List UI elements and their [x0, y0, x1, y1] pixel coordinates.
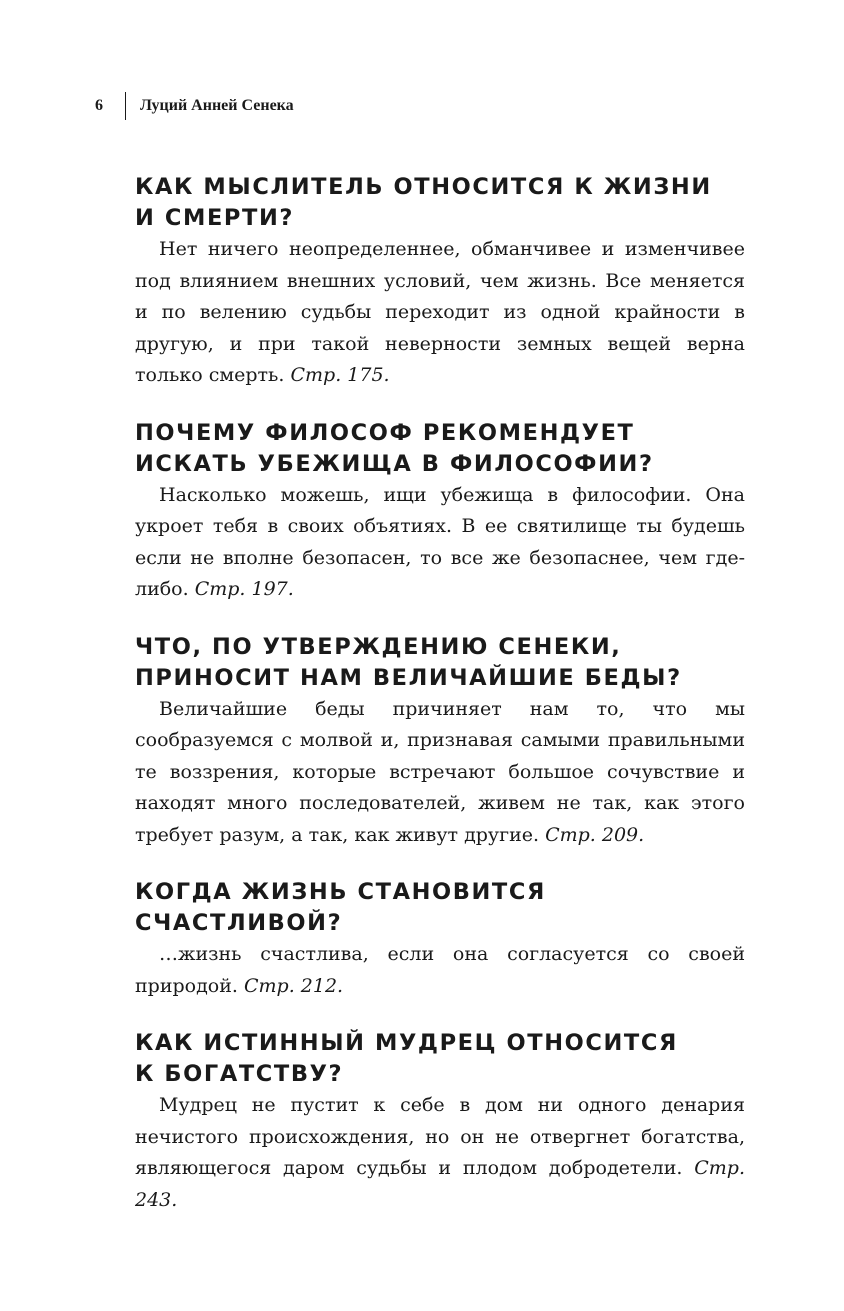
qa-section: [135, 632, 745, 852]
section-title-line: ИСКАТЬ УБЕЖИЩА В ФИЛОСОФИИ?: [135, 450, 654, 477]
section-title-line: К БОГАТСТВУ?: [135, 1061, 344, 1087]
qa-section: [135, 418, 745, 606]
running-title: Луций Анней Сенека: [140, 97, 294, 114]
body-text: …жизнь счастлива, если она согласуется со своей природой.: [135, 943, 745, 997]
section-title: [135, 632, 745, 694]
page-number: 6: [95, 97, 103, 114]
section-body: [135, 480, 745, 606]
section-body: [135, 694, 745, 852]
qa-section: [135, 1028, 745, 1216]
section-body: [135, 939, 745, 1002]
page-content: [135, 172, 745, 1242]
section-title-line: КАК ИСТИННЫЙ МУДРЕЦ ОТНОСИТСЯ: [135, 1030, 678, 1056]
section-title-line: ПРИНОСИТ НАМ ВЕЛИЧАЙШИЕ БЕДЫ?: [135, 664, 682, 691]
section-title: [135, 1028, 745, 1090]
section-title: [135, 418, 745, 480]
section-body: [135, 234, 745, 392]
qa-section: [135, 877, 745, 1002]
section-title-line: И СМЕРТИ?: [135, 205, 295, 231]
section-title-line: ПОЧЕМУ ФИЛОСОФ РЕКОМЕНДУЕТ: [135, 419, 635, 446]
section-title-line: ЧТО, ПО УТВЕРЖДЕНИЮ СЕНЕКИ,: [135, 633, 622, 660]
section-body: [135, 1090, 745, 1216]
section-title: [135, 877, 745, 939]
page-reference: Стр. 212.: [243, 974, 344, 997]
section-title-line: КАК МЫСЛИТЕЛЬ ОТНОСИТСЯ К ЖИЗНИ: [135, 174, 712, 200]
body-text: Насколько можешь, ищи убежища в философии. Она укроет тебя в своих объятиях. В ее святилище ты будешь если не вполне безопасен, то все же безопаснее, чем где-либо.: [135, 483, 745, 600]
body-text: Нет ничего неопределеннее, обманчивее и изменчивее под влиянием внешних условий, чем жизнь. Все меняется и по велению судьбы переходит из одной крайности в другую, и при такой неверности земных вещей верна только смерть.: [135, 238, 745, 386]
header-divider: [125, 92, 126, 120]
body-text: Величайшие беды причиняет нам то, что мы сообразуемся с молвой и, признавая самыми правильными те воззрения, которые встречают большое сочувствие и находят много последователей, живем не так, как этого требует разум, а так, как живут другие.: [135, 697, 745, 846]
running-head: [95, 92, 294, 120]
page-reference: Стр. 243.: [135, 1157, 746, 1211]
section-title-line: КОГДА ЖИЗНЬ СТАНОВИТСЯ: [135, 879, 546, 905]
body-text: Мудрец не пустит к себе в дом ни одного денария нечистого происхождения, но он не отвергнет богатства, являющегося даром судьбы и плодом добродетели.: [135, 1094, 745, 1179]
page-reference: Стр. 209.: [545, 823, 645, 846]
page-reference: Стр. 175.: [290, 364, 390, 386]
page-reference: Стр. 197.: [194, 578, 294, 600]
qa-section: [135, 172, 745, 392]
section-title: [135, 172, 745, 234]
section-title-line: СЧАСТЛИВОЙ?: [135, 910, 343, 936]
